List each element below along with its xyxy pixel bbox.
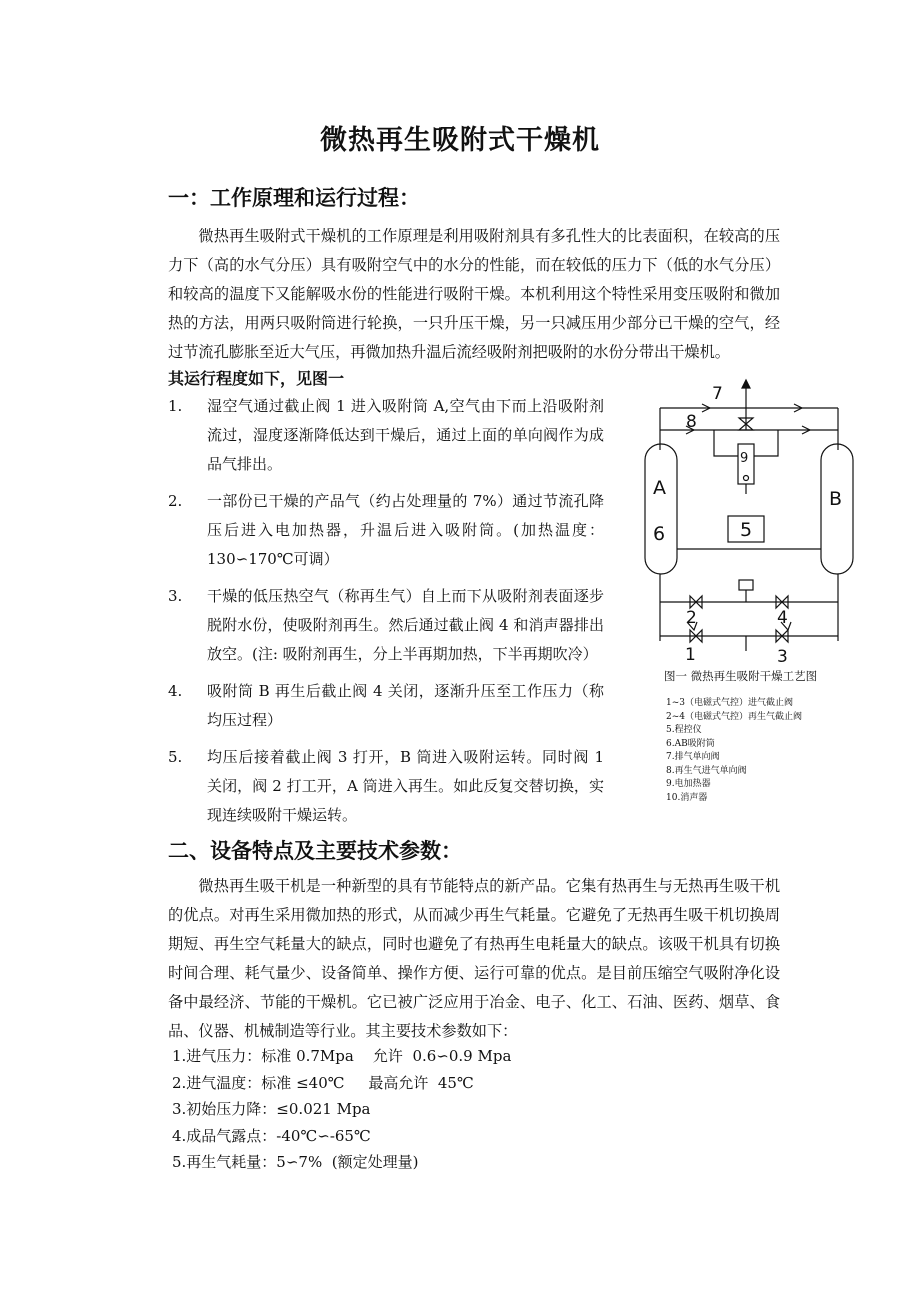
process-step: [168, 582, 604, 669]
step-text: 湿空气通过截止阀 1 进入吸附筒 A,空气由下而上沿吸附剂流过，湿度逐渐降低达到干燥后，通过上面的单向阀作为成品气排出。: [207, 397, 604, 473]
label-9: 9: [740, 451, 749, 466]
step-number: 4.: [168, 682, 183, 700]
step-number: 3.: [168, 587, 183, 605]
param-item: 5.再生气耗量：5∽7% (额定处理量): [172, 1153, 419, 1171]
outlet-arrow-icon: [742, 380, 750, 388]
param-item: 3.初始压力降：≤0.021 Mpa: [172, 1100, 371, 1118]
legend-item: 9.电加热器: [666, 779, 711, 789]
legend-item: 7.排气单向阀: [666, 752, 720, 762]
step-number: 2.: [168, 492, 183, 510]
section1-intro: 微热再生吸附式干燥机的工作原理是利用吸附剂具有多孔性大的比表面积，在较高的压力下（高的水气分压）具有吸附空气中的水分的性能，而在较低的压力下（低的水气分压）和较高的温度下又能解吸水份的性能进行吸附干燥。本机利用这个特性采用变压吸附和微加热的方法，用两只吸附筒进行轮换，一只升压干燥，另一只减压用少部分已干燥的空气，经过节流孔膨胀至近大气压，再微加热升温后流经吸附剂把吸附的水份分带出干燥机。: [168, 227, 780, 361]
step-text: 干燥的低压热空气（称再生气）自上而下从吸附剂表面逐步脱附水份，使吸附剂再生。然后通过截止阀 4 和消声器排出放空。(注: 吸附剂再生，分上半再期加热，下半再期吹冷）: [207, 587, 604, 663]
label-8: 8: [686, 412, 697, 432]
process-steps: [168, 392, 604, 838]
figure-caption: 图一 微热再生吸附干燥工艺图: [664, 669, 818, 683]
tech-params: [172, 1043, 511, 1176]
label-2: 2: [686, 608, 697, 628]
process-step: [168, 487, 604, 574]
label-7: 7: [712, 384, 723, 404]
vessel-a: [645, 444, 677, 574]
process-step: [168, 677, 604, 735]
label-a: A: [653, 477, 666, 499]
label-5: 5: [740, 519, 753, 541]
muffler-box: [739, 580, 753, 590]
steps-heading: 其运行程度如下，见图一: [168, 369, 345, 388]
legend-item: 8.再生气进气单向阀: [666, 765, 747, 776]
step-number: 5.: [168, 748, 183, 766]
label-3: 3: [777, 647, 788, 667]
legend-item: 5.程控仪: [666, 725, 702, 735]
document-title: 微热再生吸附式干燥机: [320, 125, 600, 156]
label-1: 1: [685, 645, 696, 665]
label-6: 6: [653, 523, 666, 545]
label-b: B: [829, 488, 843, 510]
heater-dot-icon: [744, 476, 749, 481]
section2-intro: 微热再生吸干机是一种新型的具有节能特点的新产品。它集有热再生与无热再生吸干机的优点。对再生采用微加热的形式，从而减少再生气耗量。它避免了无热再生吸干机切换周期短、再生空气耗量大的缺点，同时也避免了有热再生电耗量大的缺点。该吸干机具有切换时间合理、耗气量少、设备简单、操作方便、运行可靠的优点。是目前压缩空气吸附净化设备中最经济、节能的干燥机。它已被广泛应用于冶金、电子、化工、石油、医药、烟草、食品、仪器、机械制造等行业。其主要技术参数如下：: [168, 877, 780, 1040]
legend-item: 10.消声器: [666, 792, 708, 803]
process-diagram: [630, 376, 870, 668]
label-4: 4: [777, 608, 788, 628]
legend-item: 2~4（电磁式气控）再生气截止阀: [666, 711, 802, 722]
process-step: [168, 743, 604, 830]
legend-item: 6.AB吸附筒: [666, 738, 715, 749]
step-text: 一部份已干燥的产品气（约占处理量的 7%）通过节流孔降压后进入电加热器，升温后进入吸附筒。(加热温度：130∽170℃可调）: [207, 492, 604, 568]
step-number: 1.: [168, 397, 183, 415]
legend-item: 1~3（电磁式气控）进气截止阀: [666, 698, 793, 708]
step-text: 吸附筒 B 再生后截止阀 4 关闭，逐渐升压至工作压力（称均压过程）: [207, 682, 604, 729]
process-step: [168, 392, 604, 479]
section2-heading: 二、设备特点及主要技术参数：: [168, 839, 462, 863]
param-item: 4.成品气露点：-40℃∽-65℃: [172, 1126, 371, 1145]
heater-right-pipe: [754, 430, 778, 456]
param-item: 2.进气温度：标准 ≤40℃ 最高允许 45℃: [172, 1073, 474, 1092]
figure-legend: [666, 697, 802, 805]
section1-heading: 一：工作原理和运行过程：: [168, 186, 420, 210]
param-item: 1.进气压力：标准 0.7Mpa 允许 0.6∽0.9 Mpa: [172, 1047, 512, 1065]
heater-left-pipe: [714, 430, 738, 456]
step-text: 均压后接着截止阀 3 打开，B 筒进入吸附运转。同时阀 1 关闭，阀 2 打工开，A 筒进入再生。如此反复交替切换，实现连续吸附干燥运转。: [207, 748, 604, 824]
